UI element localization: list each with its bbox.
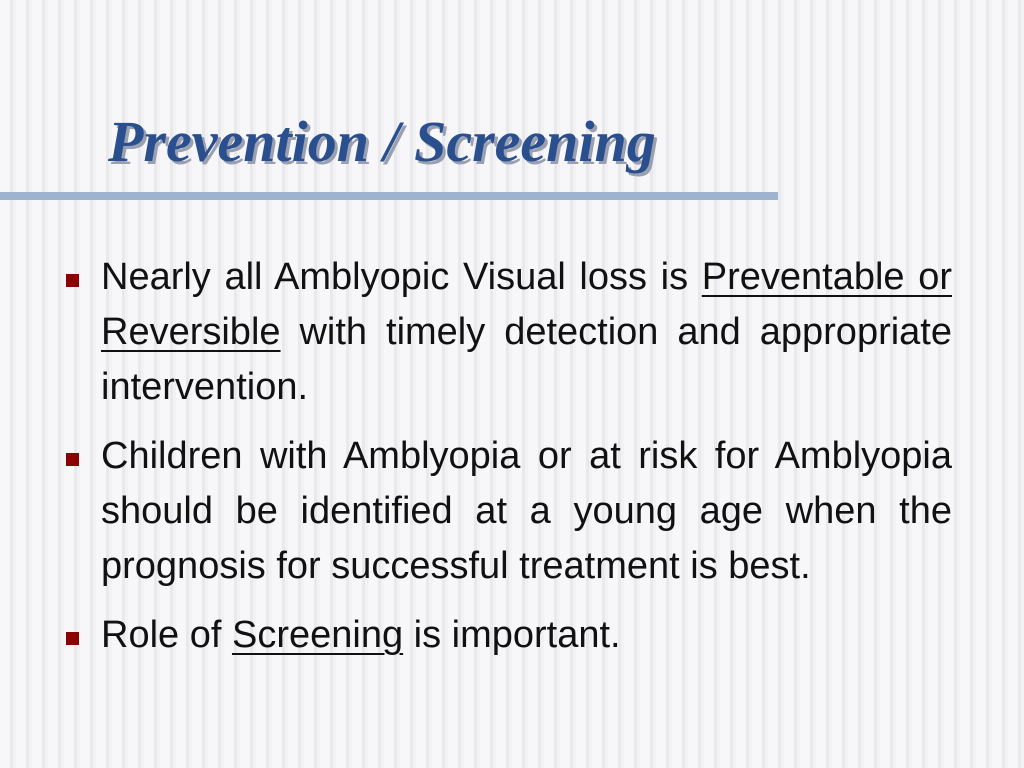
slide-title: Prevention / Screening [108,109,656,174]
bullet-text: Children with Amblyopia or at risk for Amblyopia should be identified at a young age when the prognosis for successful treatment is best. [101,435,952,587]
square-bullet-icon [66,453,79,466]
square-bullet-icon [66,632,79,645]
underlined-emphasis: Screening [231,614,404,656]
bullet-list [64,250,952,677]
bullet-text: Nearly all Amblyopic Visual loss is [101,256,702,298]
bullet-text: Role of [101,614,232,656]
bullet-item [64,250,952,415]
bullet-text: with timely detection and appropriate intervention. [101,311,952,408]
square-bullet-icon [66,274,79,287]
underlined-emphasis: Preventable or Reversible [101,256,952,353]
title-divider [0,192,778,200]
bullet-item [64,608,952,663]
bullet-text: is important. [403,614,621,656]
bullet-item [64,429,952,594]
